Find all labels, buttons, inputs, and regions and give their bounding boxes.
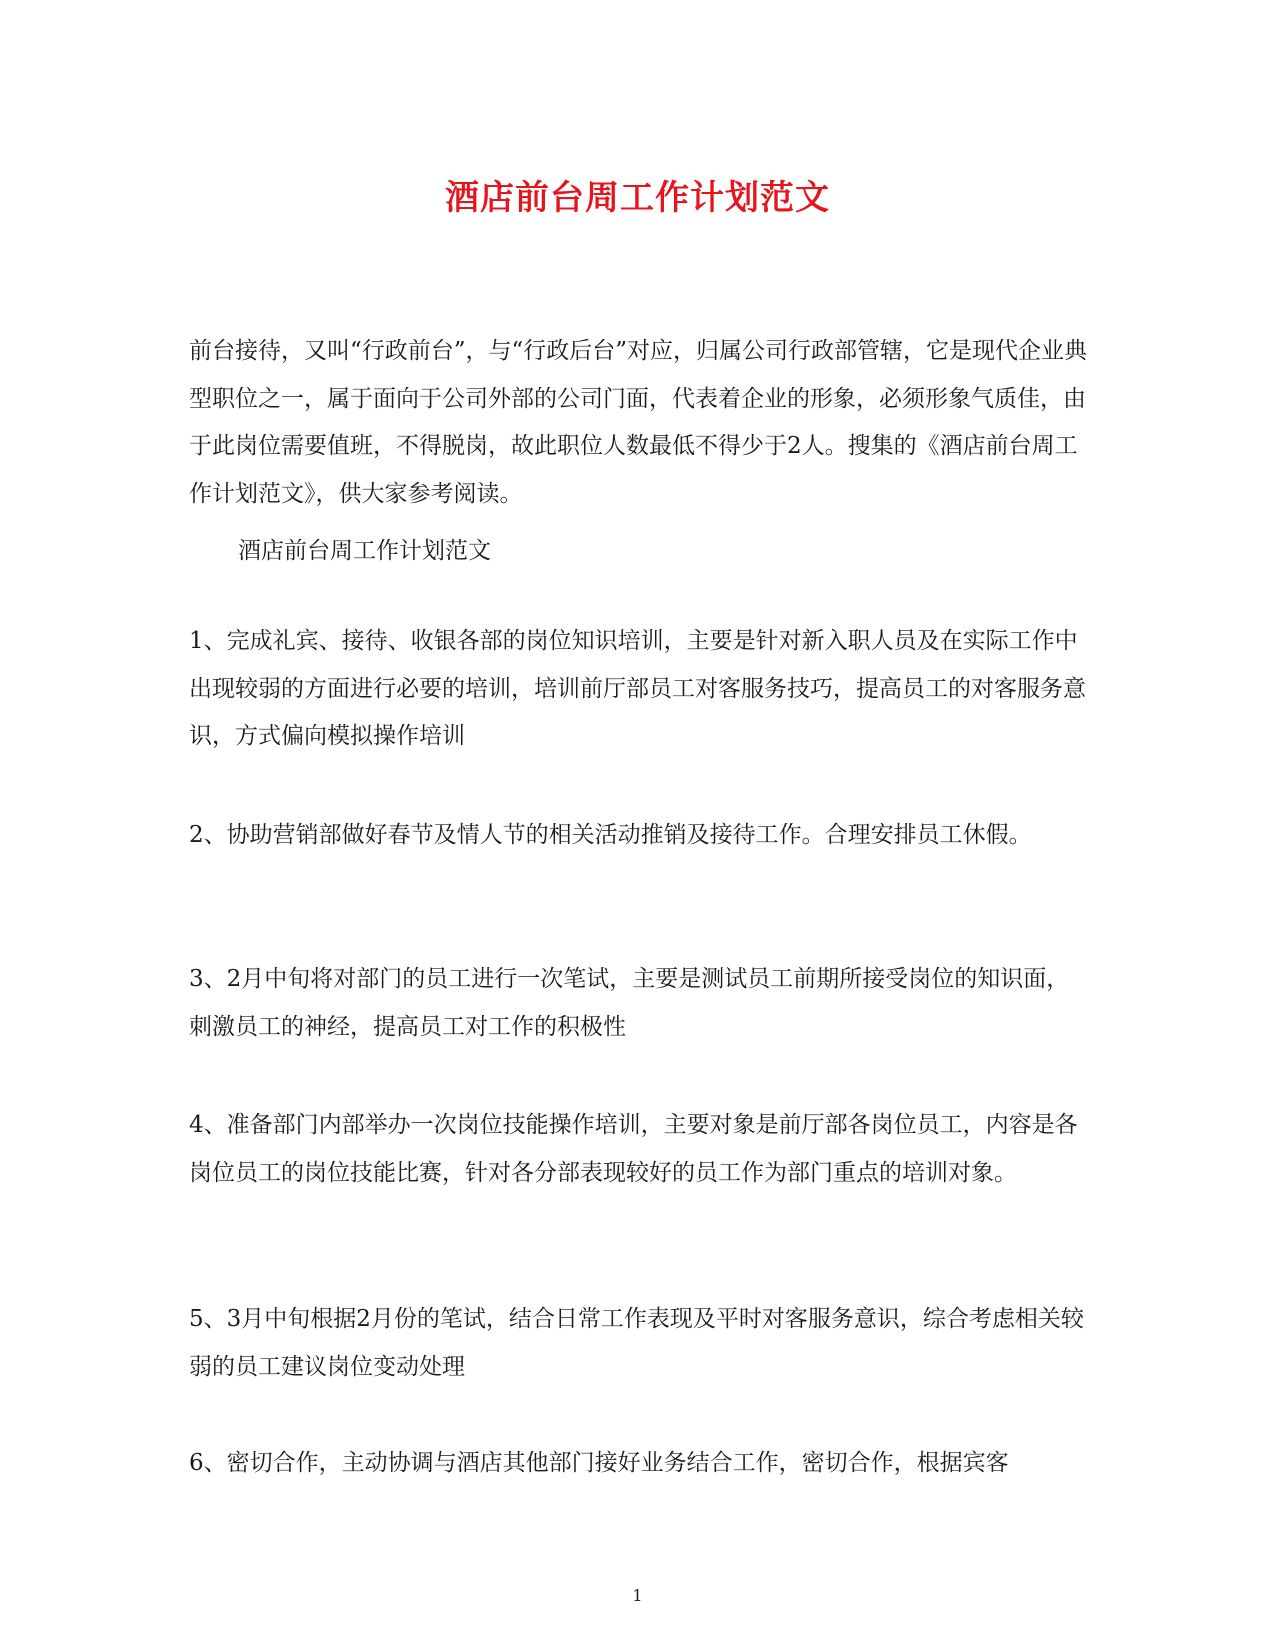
list-item: 6、密切合作，主动协调与酒店其他部门接好业务结合工作，密切合作，根据宾客	[189, 1450, 1009, 1476]
intro-paragraph: 前台接待，又叫“行政前台”，与“行政后台”对应，归属公司行政部管辖，它是现代企业典型职位之一，属于面向于公司外部的公司门面，代表着企业的形象，必须形象气质佳，由于此岗位需要值班，不得脱岗，故此职位人数最低不得少于2人。搜集的《酒店前台周工作计划范文》，供大家参考阅读。	[189, 338, 1088, 507]
document-title: 酒店前台周工作计划范文	[445, 178, 830, 218]
section-title: 酒店前台周工作计划范文	[238, 538, 491, 564]
list-item: 2、协助营销部做好春节及情人节的相关活动推销及接待工作。合理安排员工休假。	[189, 822, 1032, 848]
list-item: 3、2月中旬将对部门的员工进行一次笔试，主要是测试员工前期所接受岗位的知识面，刺激员工的神经，提高员工对工作的积极性	[189, 966, 1070, 1040]
list-item: 4、准备部门内部举办一次岗位技能操作培训，主要对象是前厅部各岗位员工，内容是各岗位员工的岗位技能比赛，针对各分部表现较好的员工作为部门重点的培训对象。	[189, 1112, 1078, 1186]
list-item: 5、3月中旬根据2月份的笔试，结合日常工作表现及平时对客服务意识，综合考虑相关较弱的员工建议岗位变动处理	[189, 1306, 1084, 1380]
page-number: 1	[632, 1586, 643, 1605]
list-item: 1、完成礼宾、接待、收银各部的岗位知识培训，主要是针对新入职人员及在实际工作中出现较弱的方面进行必要的培训，培训前厅部员工对客服务技巧，提高员工的对客服务意识，方式偏向模拟操作培训	[189, 628, 1086, 749]
